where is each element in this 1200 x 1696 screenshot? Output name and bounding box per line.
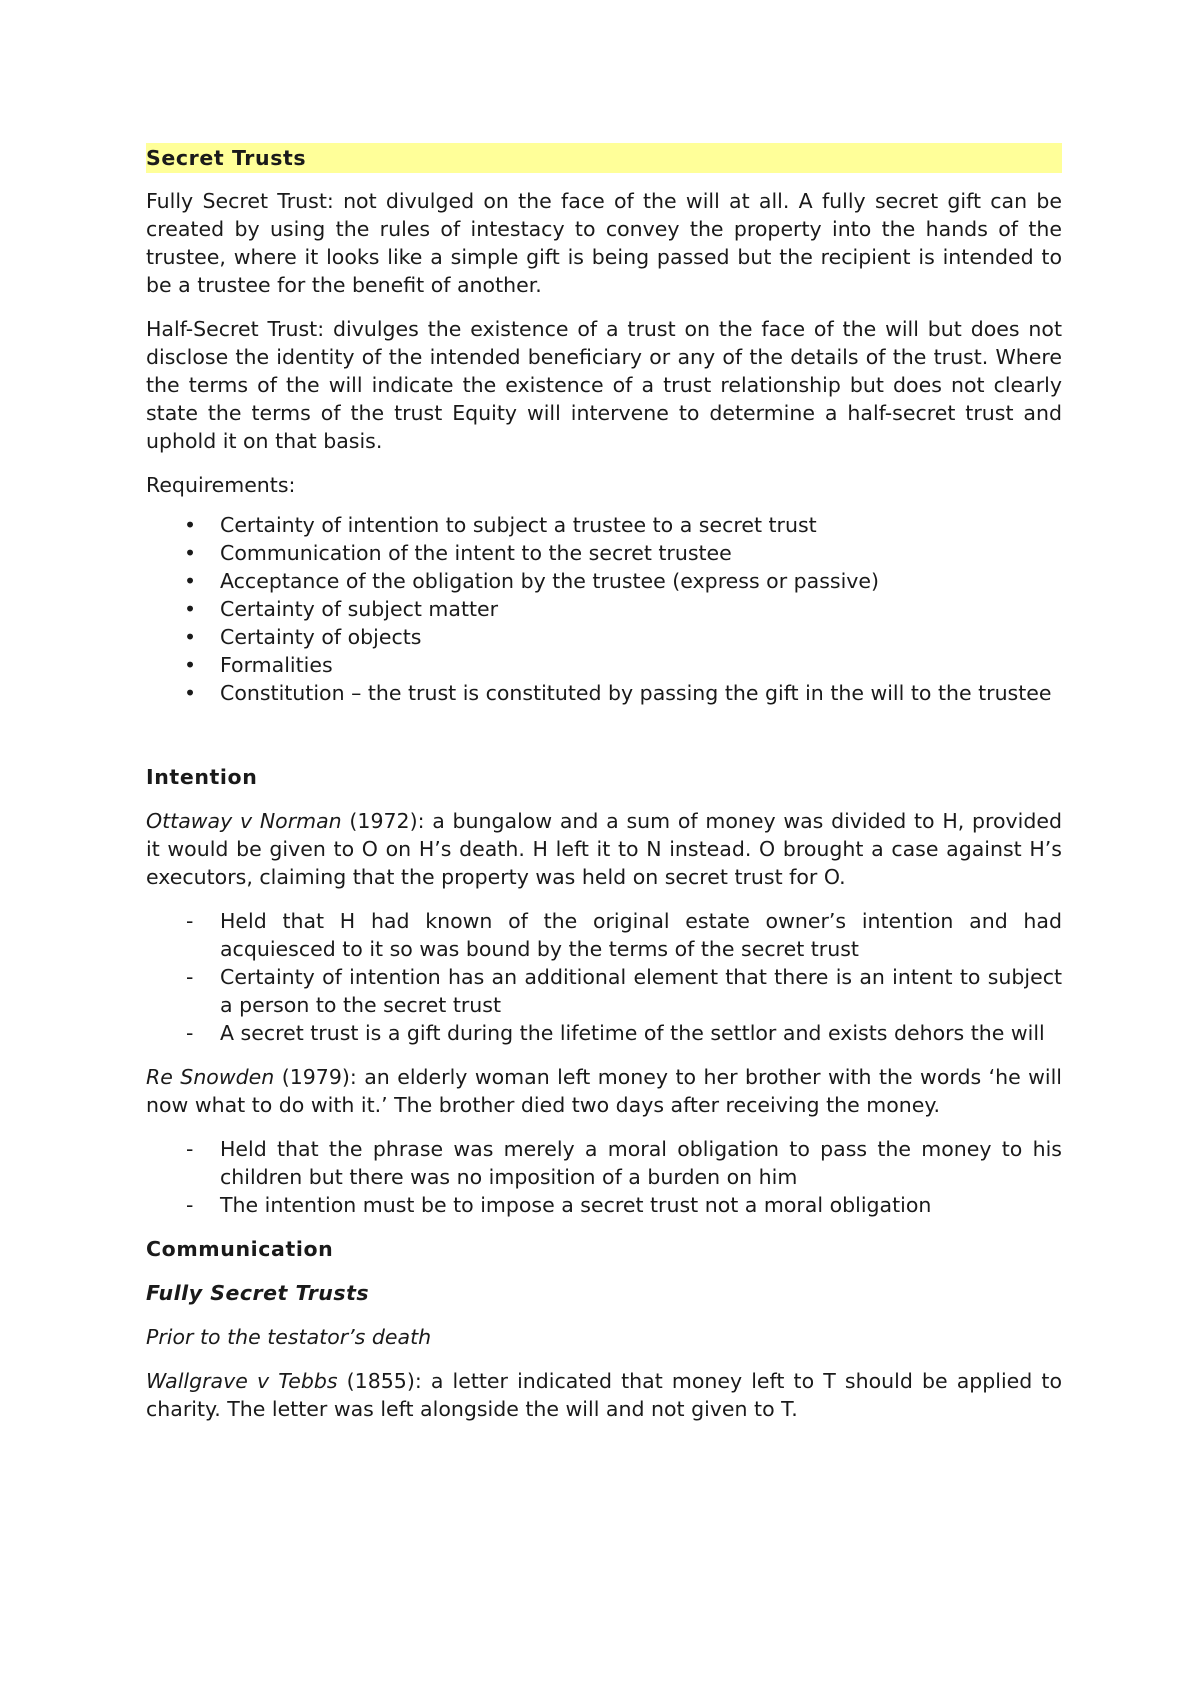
list-item: - A secret trust is a gift during the lifetime of the settlor and exists dehors the will: [146, 1019, 1062, 1047]
list-item: • Communication of the intent to the secret trustee: [146, 539, 1062, 567]
list-item: - Held that H had known of the original estate owner’s intention and had acquiesced to it so was bound by the terms of the secret trust: [146, 907, 1062, 963]
wallgrave-text: (1855): a letter indicated that money left to T should be applied to charity. The letter was left alongside the will and not given to T.: [146, 1369, 1063, 1421]
case-name-snowden: Re Snowden: [146, 1065, 275, 1089]
communication-heading: Communication: [146, 1237, 334, 1261]
half-secret-trust-paragraph: Half-Secret Trust: divulges the existence of a trust on the face of the will but does not disclose the identity of the intended beneficiary or any of the details of the trust. Where the terms of the will indicate the existence of a trust relationship but does not clearly state the terms of the trust Equity will intervene to determine a half-secret trust and uphold it on that basis.: [146, 317, 1062, 453]
list-item: • Formalities: [146, 651, 1062, 679]
ottaway-points: [146, 907, 1062, 1047]
list-item: • Certainty of intention to subject a trustee to a secret trust: [146, 511, 1062, 539]
requirements-label: Requirements:: [146, 473, 296, 497]
list-item: • Certainty of subject matter: [146, 595, 1062, 623]
requirements-list: [146, 511, 1062, 707]
fully-secret-trust-paragraph: Fully Secret Trust: not divulged on the face of the will at all. A fully secret gift can be created by using the rules of intestacy to convey the property into the hands of the trustee, where it looks like a simple gift is being passed but the recipient is intended to be a trustee for the benefit of another.: [146, 189, 1062, 297]
wallgrave-paragraph: [146, 1367, 1062, 1423]
list-item: - Certainty of intention has an additional element that there is an intent to subject a person to the secret trust: [146, 963, 1062, 1019]
snowden-paragraph: [146, 1063, 1062, 1119]
prior-to-death-subheading: Prior to the testator’s death: [146, 1325, 432, 1349]
ottaway-text: (1972): a bungalow and a sum of money was divided to H, provided it would be given to O on H’s death. H left it to N instead. O brought a case against H’s executors, claiming that the property was held on secret trust for O.: [146, 809, 1062, 889]
list-item: - The intention must be to impose a secret trust not a moral obligation: [146, 1191, 1062, 1219]
case-name-wallgrave: Wallgrave v Tebbs: [146, 1369, 338, 1393]
list-item: • Certainty of objects: [146, 623, 1062, 651]
snowden-points: [146, 1135, 1062, 1219]
document-title: Secret Trusts: [146, 143, 1062, 173]
fully-secret-trusts-subheading: Fully Secret Trusts: [146, 1281, 370, 1305]
intention-heading: Intention: [146, 765, 258, 789]
list-item: • Constitution – the trust is constituted by passing the gift in the will to the trustee: [146, 679, 1062, 707]
case-name-ottaway: Ottaway v Norman: [146, 809, 342, 833]
section-spacer: [146, 723, 1062, 763]
ottaway-paragraph: [146, 807, 1062, 891]
list-item: - Held that the phrase was merely a moral obligation to pass the money to his children but there was no imposition of a burden on him: [146, 1135, 1062, 1191]
list-item: • Acceptance of the obligation by the trustee (express or passive): [146, 567, 1062, 595]
snowden-text: (1979): an elderly woman left money to her brother with the words ‘he will now what to do with it.’ The brother died two days after receiving the money.: [146, 1065, 1062, 1117]
document-content: [146, 143, 1062, 1439]
